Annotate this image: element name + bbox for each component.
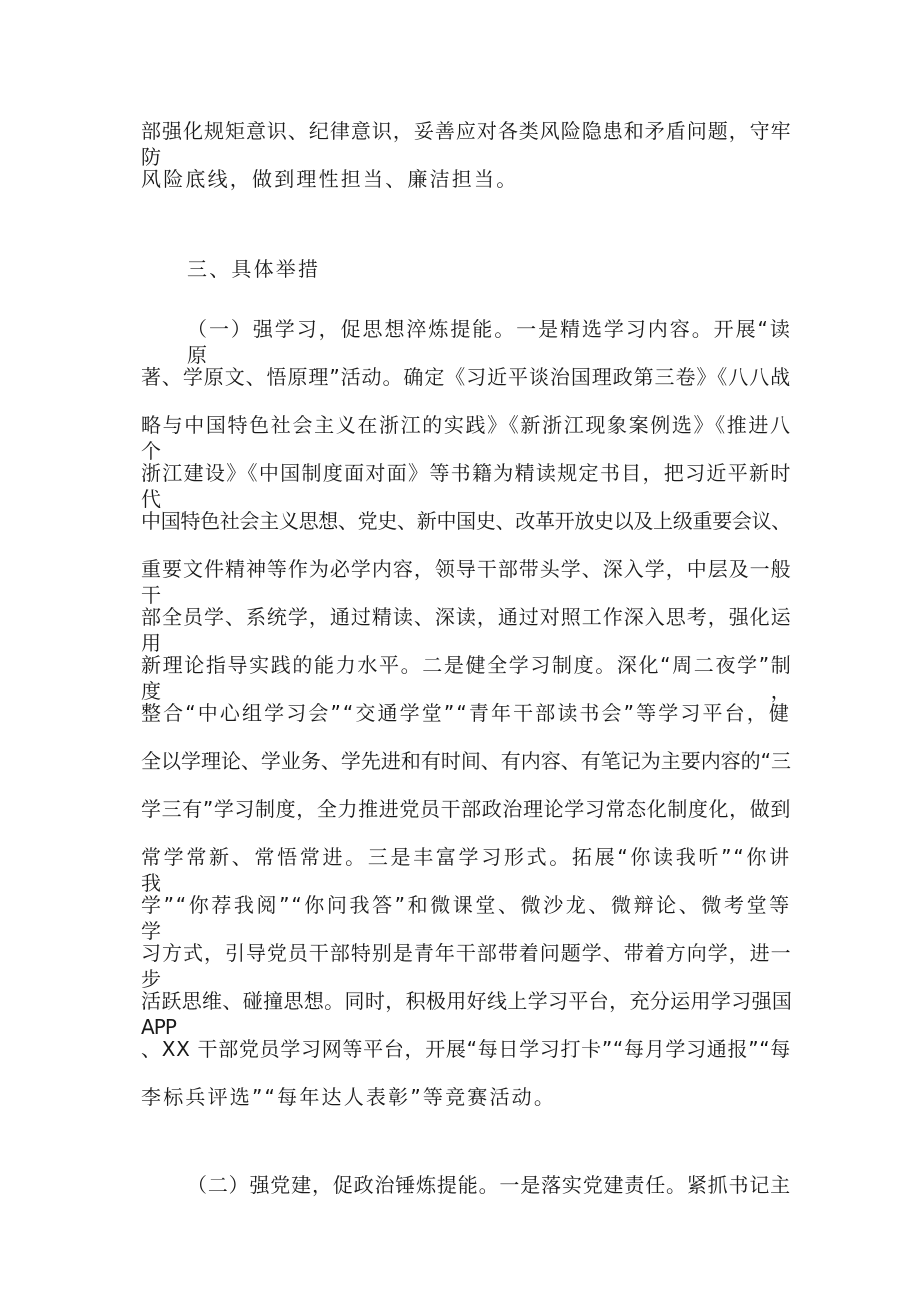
paragraph-line: 部全员学、系统学，通过精读、深读，通过对照工作深入思考，强化运用	[141, 605, 791, 655]
paragraph-line: 学三有”学习制度，全力推进党员干部政治理论学习常态化制度化，做到	[141, 797, 791, 821]
paragraph-line: （一）强学习，促思想淬炼提能。一是精选学习内容。开展“读原	[187, 317, 791, 367]
paragraph-line: 浙江建设》《中国制度面对面》等书籍为精读规定书目，把习近平新时代	[141, 461, 791, 511]
paragraph-line: 风险底线，做到理性担当、廉洁担当。	[141, 167, 519, 191]
paragraph-line: 全以学理论、学业务、学先进和有时间、有内容、有笔记为主要内容的“三	[141, 749, 791, 773]
paragraph-line: 整合“中心组学习会”“交通学堂”“青年干部读书会”等学习平台，健	[141, 701, 791, 725]
paragraph-line: 学”“你荐我阅”“你问我答”和微课堂、微沙龙、微辩论、微考堂等学	[141, 893, 791, 943]
paragraph-line: 习方式，引导党员干部特别是青年干部带着问题学、带着方向学，进一步	[141, 941, 791, 991]
paragraph-line: 活跃思维、碰撞思想。同时，积极用好线上学习平台，充分运用学习强国 APP	[141, 989, 791, 1039]
paragraph-line: 常学常新、常悟常进。三是丰富学习形式。拓展“你读我听”“你讲我	[141, 845, 791, 895]
paragraph-line: 部强化规矩意识、纪律意识，妥善应对各类风险隐患和矛盾问题，守牢防	[141, 119, 791, 169]
paragraph-line: 著、学原文、悟原理”活动。确定《习近平谈治国理政第三卷》《八八战	[141, 365, 791, 389]
paragraph-line: 李标兵评选”“每年达人表彰”等竞赛活动。	[141, 1085, 557, 1109]
paragraph-line: 中国特色社会主义思想、党史、新中国史、改革开放史以及上级重要会议、	[141, 509, 791, 533]
paragraph-line: 重要文件精神等作为必学内容，领导干部带头学、深入学，中层及一般干	[141, 557, 791, 607]
paragraph-line: 新理论指导实践的能力水平。二是健全学习制度。深化“周二夜学”制度，	[141, 653, 791, 703]
section-heading: 三、具体举措	[187, 257, 321, 281]
paragraph-line: （二）强党建，促政治锤炼提能。一是落实党建责任。紧抓书记主	[187, 1173, 791, 1197]
paragraph-line: 略与中国特色社会主义在浙江的实践》《新浙江现象案例选》《推进八个	[141, 413, 791, 463]
paragraph-line: 、XX 干部党员学习网等平台，开展“每日学习打卡”“每月学习通报”“每	[141, 1037, 791, 1061]
